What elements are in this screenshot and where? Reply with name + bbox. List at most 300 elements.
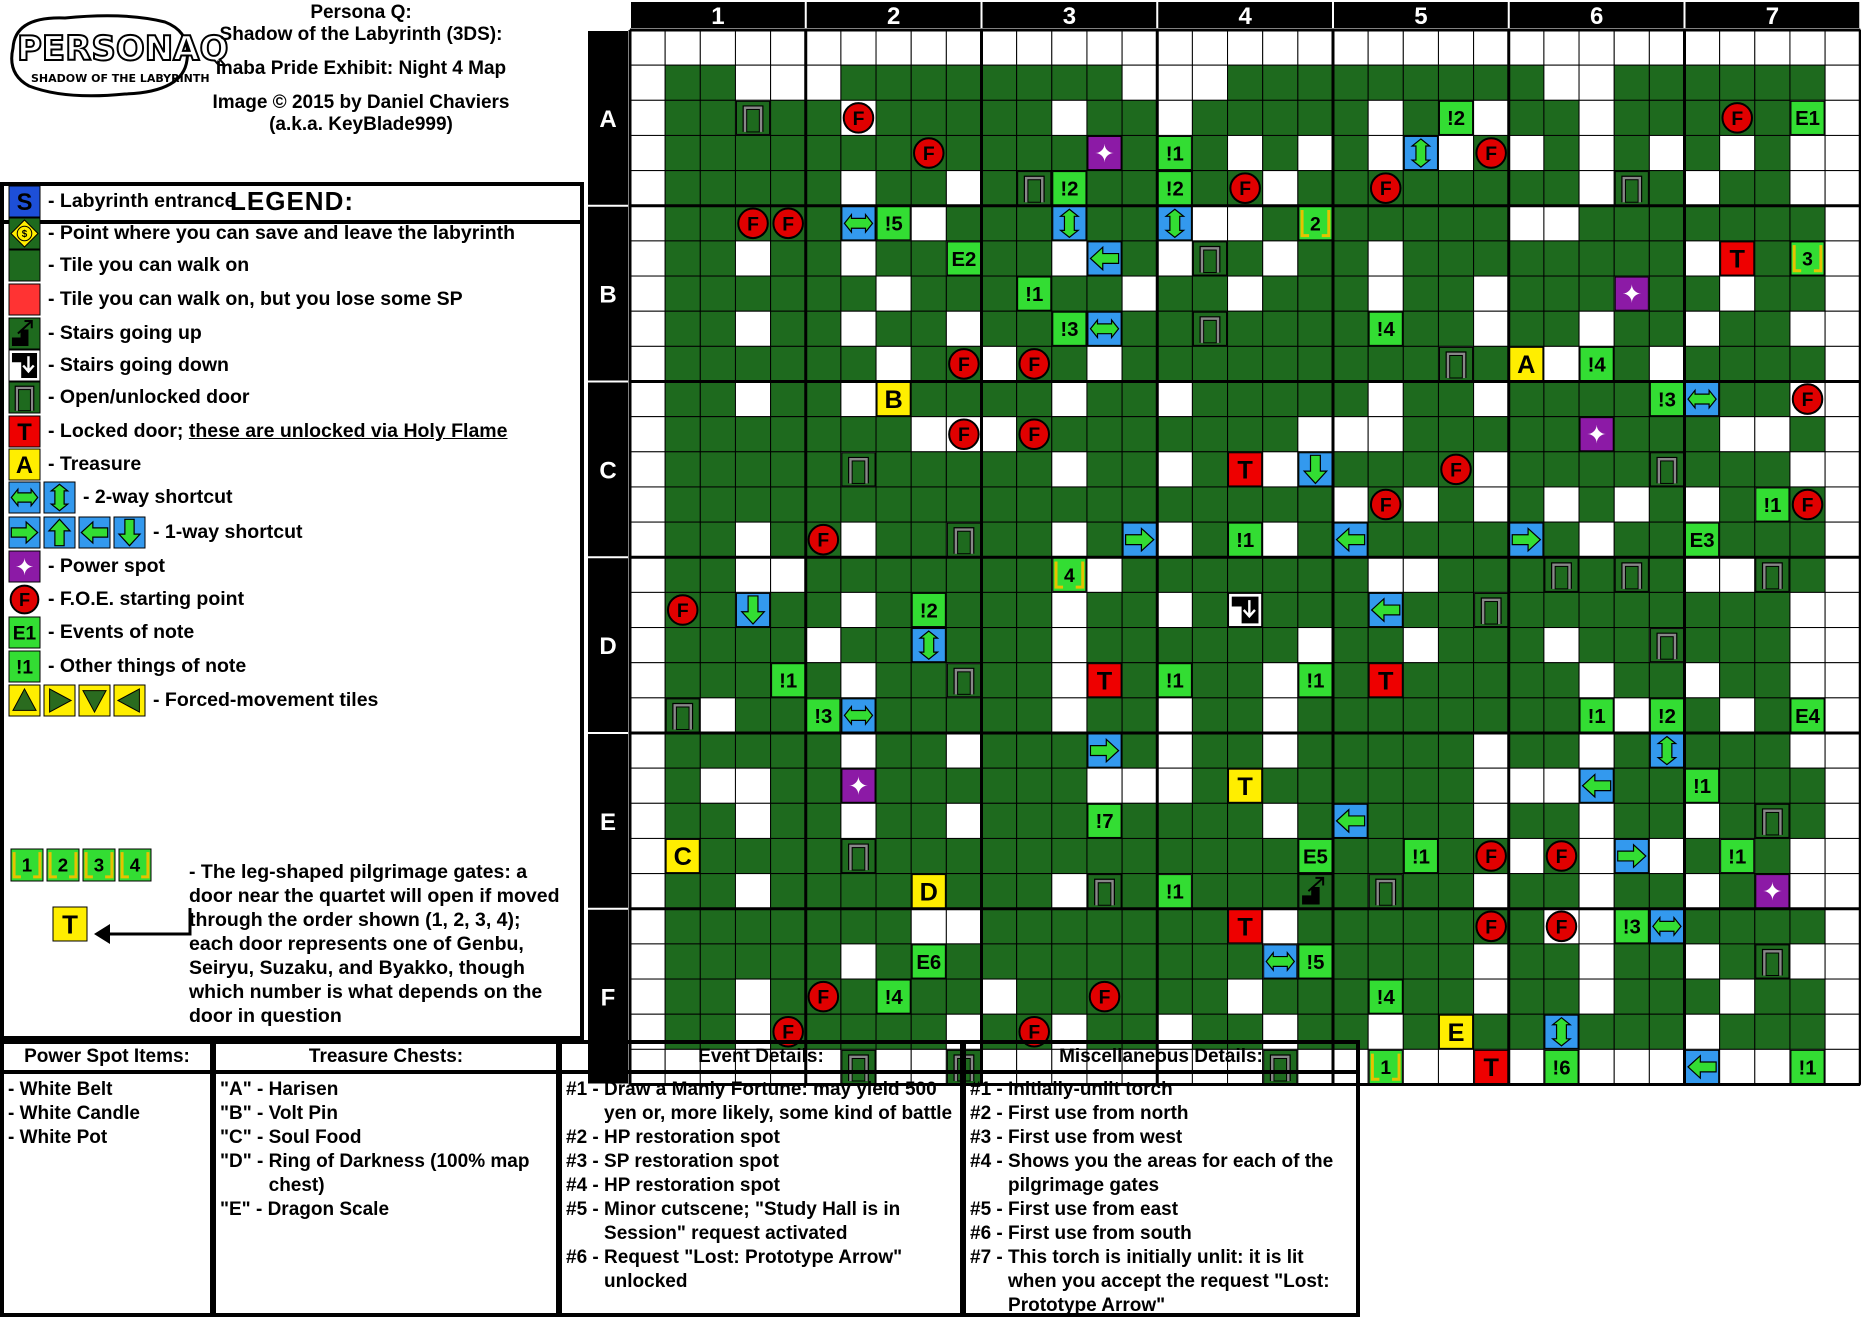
open-door-icon — [947, 664, 980, 697]
map-tile — [1192, 171, 1227, 206]
map-tile — [1052, 100, 1087, 135]
map-tile — [1649, 803, 1684, 838]
map-tile — [1333, 487, 1368, 522]
map-tile — [771, 557, 806, 592]
legend-label: - Tile you can walk on — [48, 254, 250, 276]
map-tile — [1052, 768, 1087, 803]
map-tile — [1579, 206, 1614, 241]
map-tile — [1474, 171, 1509, 206]
map-tile — [1403, 628, 1438, 663]
event-item-key: #2 - — [566, 1127, 605, 1148]
map-tile — [1052, 65, 1087, 100]
map-tile — [806, 276, 841, 311]
shortcut-right-icon — [1615, 839, 1648, 872]
map-tile — [1720, 628, 1755, 663]
map-tile — [1052, 417, 1087, 452]
svg-text:F: F — [1801, 390, 1814, 412]
map-tile — [771, 171, 806, 206]
map-tile — [1122, 663, 1157, 698]
map-tile — [1368, 65, 1403, 100]
legend-label-prefix: - Locked door; — [48, 420, 189, 442]
treasure-item — [220, 1150, 552, 1198]
map-tile — [700, 909, 735, 944]
map-tile — [1614, 874, 1649, 909]
map-tile — [1825, 311, 1860, 346]
map-tile — [1298, 487, 1333, 522]
misc-item-key: #1 - — [970, 1079, 1009, 1100]
map-tile — [876, 171, 911, 206]
legend-label — [48, 420, 507, 443]
map-tile — [1438, 487, 1473, 522]
svg-text:T: T — [17, 419, 32, 447]
map-tile — [630, 803, 665, 838]
map-tile — [1649, 557, 1684, 592]
map-tile — [1544, 803, 1579, 838]
map-tile — [735, 452, 770, 487]
svg-text:!4: !4 — [1587, 354, 1606, 377]
map-tile — [1825, 592, 1860, 627]
locked-door-icon — [1229, 910, 1262, 943]
map-tile — [841, 417, 876, 452]
legend-label: - Treasure — [48, 453, 142, 475]
map-tile — [1298, 346, 1333, 381]
map-tile — [841, 487, 876, 522]
map-tile — [735, 382, 770, 417]
svg-text:!4: !4 — [1376, 319, 1395, 342]
misc-item — [970, 1126, 1352, 1150]
map-tile — [841, 874, 876, 909]
map-tile — [1720, 171, 1755, 206]
map-tile — [1685, 487, 1720, 522]
map-tile — [1228, 733, 1263, 768]
event-item-key: #6 - — [566, 1247, 605, 1268]
note-marker — [1580, 699, 1613, 732]
map-tile — [876, 909, 911, 944]
map-tile — [1649, 276, 1684, 311]
map-tile — [665, 909, 700, 944]
map-tile — [1333, 452, 1368, 487]
legend-row — [8, 616, 194, 649]
map-tile — [1052, 592, 1087, 627]
map-tile — [806, 663, 841, 698]
map-tile — [1052, 382, 1087, 417]
map-tile — [1087, 557, 1122, 592]
map-tile — [1087, 276, 1122, 311]
svg-text:!2: !2 — [1446, 108, 1466, 131]
map-tile — [1720, 803, 1755, 838]
svg-text:!1: !1 — [779, 670, 798, 693]
map-tile — [1052, 276, 1087, 311]
map-tile — [700, 628, 735, 663]
legend-row — [8, 185, 235, 218]
map-tile — [1474, 276, 1509, 311]
map-tile — [735, 768, 770, 803]
svg-text:4: 4 — [1064, 565, 1075, 587]
map-tile — [1263, 241, 1298, 276]
map-tile — [1403, 417, 1438, 452]
svg-text:F: F — [817, 530, 830, 552]
svg-text:!7: !7 — [1095, 811, 1114, 834]
map-tile — [946, 65, 981, 100]
svg-text:F: F — [1379, 179, 1392, 201]
map-tile — [1509, 311, 1544, 346]
map-tile — [1474, 30, 1509, 65]
map-tile — [665, 522, 700, 557]
event-icon — [9, 617, 40, 648]
map-tile — [841, 663, 876, 698]
map-tile — [1438, 417, 1473, 452]
map-tile — [1263, 382, 1298, 417]
map-tile — [1685, 874, 1720, 909]
event-item-key: #5 - — [566, 1199, 605, 1220]
map-tile — [1790, 206, 1825, 241]
map-tile — [1614, 1049, 1649, 1084]
map-tile — [1544, 768, 1579, 803]
misc-item-value: First use from east — [1008, 1199, 1179, 1220]
map-tile — [1509, 30, 1544, 65]
map-tile — [1228, 417, 1263, 452]
shortcut-left-icon — [1369, 593, 1402, 626]
power-spot-item: - White Belt — [8, 1079, 113, 1100]
map-tile — [876, 874, 911, 909]
map-tile — [1755, 30, 1790, 65]
pilgrimage-gate-icon — [1299, 207, 1332, 240]
map-tile — [1157, 522, 1192, 557]
map-tile — [700, 276, 735, 311]
event-item — [566, 1198, 956, 1246]
svg-text:!1: !1 — [1411, 846, 1430, 869]
map-tile — [876, 241, 911, 276]
two-way-shortcut-horizontal-icon — [1650, 910, 1683, 943]
map-tile — [1685, 417, 1720, 452]
map-tile — [806, 311, 841, 346]
map-tile — [1017, 382, 1052, 417]
svg-text:✦: ✦ — [1621, 279, 1643, 309]
map-tile — [911, 382, 946, 417]
map-tile — [771, 698, 806, 733]
legend-row — [8, 583, 244, 616]
walkable-tile-icon — [8, 249, 43, 282]
power-spot-item: - White Candle — [8, 1103, 140, 1124]
map-tile — [1228, 276, 1263, 311]
open-door-icon — [9, 382, 40, 413]
svg-text:E3: E3 — [1689, 530, 1715, 553]
svg-text:F: F — [1485, 917, 1498, 939]
svg-text:T: T — [1096, 667, 1113, 696]
note-marker — [1721, 839, 1754, 872]
map-tile — [700, 768, 735, 803]
map-tile — [911, 487, 946, 522]
map-tile — [1474, 803, 1509, 838]
map-tile — [841, 171, 876, 206]
map-tile — [1157, 733, 1192, 768]
map-tile — [771, 417, 806, 452]
stairs-down-icon — [1229, 593, 1262, 626]
map-tile — [1087, 100, 1122, 135]
svg-text:!1: !1 — [1693, 776, 1712, 799]
map-tile — [841, 135, 876, 170]
map-tile — [876, 135, 911, 170]
map-tile — [1087, 768, 1122, 803]
map-tile — [1438, 311, 1473, 346]
column-label: 4 — [1238, 3, 1252, 30]
map-tile — [665, 417, 700, 452]
map-tile — [1228, 628, 1263, 663]
map-tile — [982, 206, 1017, 241]
map-tile — [1544, 522, 1579, 557]
map-tile — [700, 171, 735, 206]
map-tile — [1509, 628, 1544, 663]
map-tile — [1333, 100, 1368, 135]
map-tile — [1333, 592, 1368, 627]
map-tile — [735, 346, 770, 381]
map-tile — [1649, 487, 1684, 522]
note-marker — [1615, 910, 1648, 943]
map-tile — [1122, 557, 1157, 592]
map-tile — [700, 346, 735, 381]
map-tile — [911, 30, 946, 65]
map-tile — [1298, 171, 1333, 206]
map-tile — [1474, 733, 1509, 768]
map-tile — [1333, 838, 1368, 873]
map-tile — [1122, 733, 1157, 768]
svg-text:E4: E4 — [1795, 705, 1820, 728]
map-tile — [630, 276, 665, 311]
map-tile — [1438, 276, 1473, 311]
map-tile — [911, 65, 946, 100]
map-tile — [876, 65, 911, 100]
foe-icon — [809, 525, 839, 555]
map-tile — [1228, 135, 1263, 170]
map-tile — [1157, 803, 1192, 838]
map-tile — [946, 311, 981, 346]
map-tile — [771, 733, 806, 768]
map-tile — [806, 65, 841, 100]
map-tile — [806, 592, 841, 627]
svg-text:F: F — [18, 590, 31, 611]
map-tile — [982, 100, 1017, 135]
map-tile — [806, 382, 841, 417]
map-tile — [1438, 944, 1473, 979]
legend-row — [8, 283, 463, 316]
event-item-value: Minor cutscene; "Study Hall is in Session" request activated — [604, 1199, 901, 1244]
map-tile — [1333, 241, 1368, 276]
map-tile — [1438, 979, 1473, 1014]
misc-item — [970, 1198, 1352, 1222]
map-tile — [735, 698, 770, 733]
map-tile — [1087, 382, 1122, 417]
map-tile — [1087, 628, 1122, 663]
power-spot-list — [4, 1074, 210, 1154]
map-tile — [1298, 768, 1333, 803]
svg-text:1: 1 — [21, 854, 33, 876]
open-door-icon — [1018, 172, 1051, 205]
map-tile — [1825, 1049, 1860, 1084]
map-tile — [665, 803, 700, 838]
map-tile — [841, 65, 876, 100]
foe-icon — [773, 209, 803, 239]
foe-icon — [1476, 841, 1506, 871]
map-tile — [700, 592, 735, 627]
map-tile — [1192, 628, 1227, 663]
legend-row — [8, 349, 229, 382]
treasure-item — [220, 1078, 552, 1102]
map-tile — [1685, 65, 1720, 100]
foe-icon — [1547, 912, 1577, 942]
map-tile — [1017, 241, 1052, 276]
map-tile — [1579, 1014, 1614, 1049]
map-tile — [841, 241, 876, 276]
map-tile — [1649, 311, 1684, 346]
map-tile — [1790, 311, 1825, 346]
map-tile — [1052, 30, 1087, 65]
map-tile — [630, 30, 665, 65]
map-tile — [1649, 135, 1684, 170]
map-tile — [1192, 30, 1227, 65]
map-tile — [1544, 733, 1579, 768]
misc-title: Miscellaneous Details: — [966, 1044, 1356, 1074]
svg-text:A: A — [15, 452, 34, 480]
misc-item — [970, 1078, 1352, 1102]
note-marker — [1299, 945, 1332, 978]
map-tile — [630, 382, 665, 417]
map-tile — [982, 171, 1017, 206]
map-tile — [1825, 874, 1860, 909]
map-tile — [841, 382, 876, 417]
map-tile — [982, 452, 1017, 487]
map-tile — [1333, 276, 1368, 311]
legend-row — [8, 516, 303, 549]
map-tile — [1087, 171, 1122, 206]
map-tile — [1790, 452, 1825, 487]
map-tile — [806, 628, 841, 663]
map-tile — [1122, 311, 1157, 346]
row-label: E — [599, 808, 617, 836]
map-tile — [630, 909, 665, 944]
map-tile — [1017, 311, 1052, 346]
map-tile — [982, 241, 1017, 276]
map-tile — [665, 733, 700, 768]
map-tile — [806, 487, 841, 522]
map-tile — [771, 100, 806, 135]
map-tile — [735, 135, 770, 170]
map-tile — [1614, 768, 1649, 803]
map-tile — [1649, 838, 1684, 873]
map-tile — [1192, 65, 1227, 100]
svg-text:✦: ✦ — [14, 554, 35, 581]
locked-door-icon — [1475, 1050, 1508, 1083]
column-label: 6 — [1589, 3, 1604, 30]
event-item-value: HP restoration spot — [604, 1127, 780, 1148]
map-tile — [1790, 733, 1825, 768]
row-label: D — [599, 633, 617, 661]
map-tile — [1438, 557, 1473, 592]
map-tile — [1228, 979, 1263, 1014]
map-tile — [1052, 522, 1087, 557]
map-tile — [911, 663, 946, 698]
open-door-icon — [1756, 804, 1789, 837]
map-tile — [1263, 206, 1298, 241]
map-tile — [911, 979, 946, 1014]
map-tile — [1579, 100, 1614, 135]
svg-text:E: E — [1447, 1018, 1465, 1047]
map-tile — [1685, 311, 1720, 346]
other-note-icon — [8, 650, 43, 683]
game-title-line1: Persona Q: — [310, 2, 412, 23]
map-tile — [1649, 874, 1684, 909]
map-tile — [946, 944, 981, 979]
misc-item-key: #4 - — [970, 1151, 1009, 1172]
map-tile — [1122, 100, 1157, 135]
other-note-icon — [9, 651, 40, 682]
map-tile — [1474, 874, 1509, 909]
map-tile — [630, 311, 665, 346]
svg-text:F: F — [782, 1022, 795, 1044]
open-door-icon — [1439, 347, 1472, 380]
map-tile — [1790, 592, 1825, 627]
map-tile — [1263, 909, 1298, 944]
map-tile — [1438, 733, 1473, 768]
map-tile — [1755, 276, 1790, 311]
foe-icon — [1371, 490, 1401, 520]
map-tile — [1790, 276, 1825, 311]
map-tile — [982, 65, 1017, 100]
map-tile — [1192, 276, 1227, 311]
svg-text:!3: !3 — [814, 705, 833, 728]
map-tile — [1755, 417, 1790, 452]
map-tile — [1403, 311, 1438, 346]
map-tile — [1052, 663, 1087, 698]
shortcut-left-icon — [1580, 769, 1613, 802]
map-tile — [982, 135, 1017, 170]
map-tile — [1192, 768, 1227, 803]
svg-text:!2: !2 — [1165, 178, 1184, 201]
svg-text:!5: !5 — [1306, 951, 1325, 974]
map-tile — [1017, 452, 1052, 487]
map-tile — [1755, 628, 1790, 663]
map-tile — [700, 838, 735, 873]
legend-row — [8, 684, 378, 717]
map-tile — [1192, 698, 1227, 733]
map-tile — [1720, 698, 1755, 733]
map-tile — [1790, 417, 1825, 452]
map-tile — [876, 628, 911, 663]
svg-text:S: S — [16, 189, 33, 217]
map-tile — [1368, 452, 1403, 487]
two-way-shortcut-icon — [8, 481, 78, 514]
map-tile — [1122, 874, 1157, 909]
map-tile — [1403, 768, 1438, 803]
map-tile — [1544, 206, 1579, 241]
svg-text:F: F — [1485, 143, 1498, 165]
map-tile — [1825, 979, 1860, 1014]
legend-label: - Point where you can save and leave the labyrinth — [48, 222, 516, 244]
map-tile — [911, 311, 946, 346]
map-tile — [1228, 557, 1263, 592]
save-point-icon — [9, 218, 40, 249]
map-tile — [1403, 698, 1438, 733]
map-tile — [1087, 346, 1122, 381]
map-tile — [1438, 171, 1473, 206]
map-tile — [1474, 65, 1509, 100]
map-tile — [1790, 522, 1825, 557]
two-way-shortcut-horizontal-icon — [842, 207, 875, 240]
map-tile — [911, 522, 946, 557]
one-way-shortcut-icon — [8, 516, 148, 549]
map-tile — [1579, 838, 1614, 873]
foe-icon — [1441, 455, 1471, 485]
map-tile — [1438, 838, 1473, 873]
